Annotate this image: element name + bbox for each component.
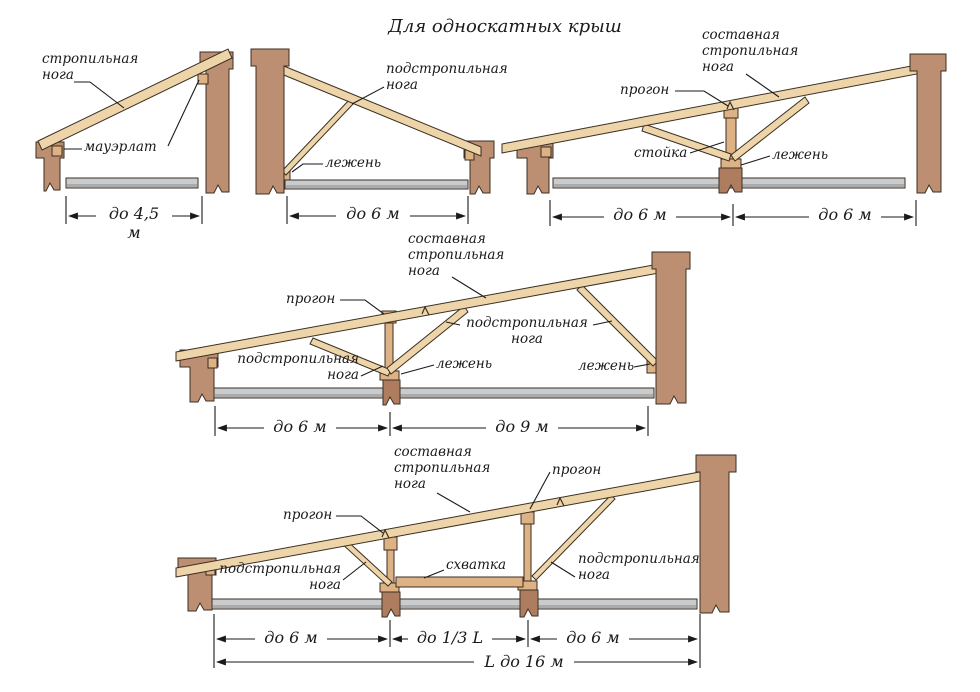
label-substrut-right: подстропильная нога	[578, 551, 700, 583]
label-purlin: прогон	[286, 291, 336, 307]
leader-substrut-right	[551, 562, 575, 577]
tie-shape	[396, 577, 523, 587]
label-mauerlat: мауэрлат	[84, 139, 157, 155]
dim-right-6m: до 6 м	[566, 628, 620, 647]
leader-substrut-right-b	[593, 321, 612, 325]
label-purlin: прогон	[620, 82, 670, 98]
pier-2	[520, 590, 538, 617]
floor-slab-shadow	[213, 605, 696, 608]
dim-span-4-5m: до 4,5 м	[108, 204, 160, 242]
mauerlat-block-left	[208, 358, 217, 368]
label-rafter: стропильная нога	[42, 51, 139, 83]
rafter-shape	[502, 64, 922, 153]
pier-1	[382, 592, 400, 617]
dim-right-6m: до 6 м	[818, 205, 872, 224]
floor-slab-shadow	[286, 185, 467, 188]
dim-left-6m: до 6 м	[273, 417, 327, 436]
leader-lezhen-mid	[401, 365, 434, 374]
floor-slab-shadow	[67, 184, 197, 187]
wall-right-shape	[200, 52, 233, 193]
leader-purlin-left	[336, 516, 383, 533]
label-post: стойка	[634, 145, 688, 161]
post-2	[524, 524, 531, 581]
wall-left-shape	[251, 49, 289, 194]
dim-left-6m: до 6 м	[613, 205, 667, 224]
label-substrut: подстропильная нога	[386, 61, 508, 93]
label-substrut-left: подстропильная нога	[237, 351, 359, 383]
dim-total-16m: L до 16 м	[484, 652, 564, 671]
sheet-title: Для односкатных крыш	[388, 16, 622, 37]
floor-slab-shadow	[215, 394, 653, 397]
leader-mauerlat-right	[168, 80, 199, 146]
label-composite-rafter: составная стропильная нога	[394, 444, 491, 492]
label-composite-rafter: составная стропильная нога	[408, 231, 505, 279]
dim-mid-third-L: до 1/3 L	[416, 628, 484, 647]
label-lezhen: лежень	[325, 155, 382, 171]
label-purlin-left: прогон	[283, 507, 333, 523]
label-purlin-right: прогон	[552, 462, 602, 478]
wall-right-shape	[696, 455, 736, 613]
leader-purlin	[340, 300, 384, 314]
mauerlat-block-left	[541, 147, 551, 157]
mauerlat-block-left	[52, 146, 62, 156]
label-substrut-right: подстропильная нога	[466, 315, 588, 347]
center-pier	[383, 380, 400, 405]
leader-composite-rafter	[746, 74, 779, 97]
lezhen-block	[721, 159, 741, 168]
leader-composite-rafter	[437, 493, 470, 512]
leader-substrut-left	[343, 562, 366, 580]
dim-right-9m: до 9 м	[495, 417, 549, 436]
label-lezhen-mid: лежень	[436, 356, 493, 372]
label-substrut-left: подстропильная нога	[219, 561, 341, 593]
label-composite-rafter: составная стропильная нога	[702, 27, 799, 75]
leader-lezhen	[741, 156, 770, 165]
label-lezhen: лежень	[772, 147, 829, 163]
dim-left-6m: до 6 м	[264, 628, 318, 647]
label-tie: схватка	[446, 557, 506, 573]
wall-right-shape	[652, 252, 690, 404]
diagram-3-post-truss	[502, 54, 946, 226]
wall-right-shape	[910, 54, 946, 193]
leader-lezhen	[292, 164, 323, 172]
label-lezhen-right: лежень	[578, 358, 635, 374]
leader-composite-rafter	[452, 277, 486, 298]
mauerlat-block-right	[198, 74, 208, 84]
dim-span-6m: до 6 м	[346, 204, 400, 223]
center-pier	[719, 168, 742, 193]
